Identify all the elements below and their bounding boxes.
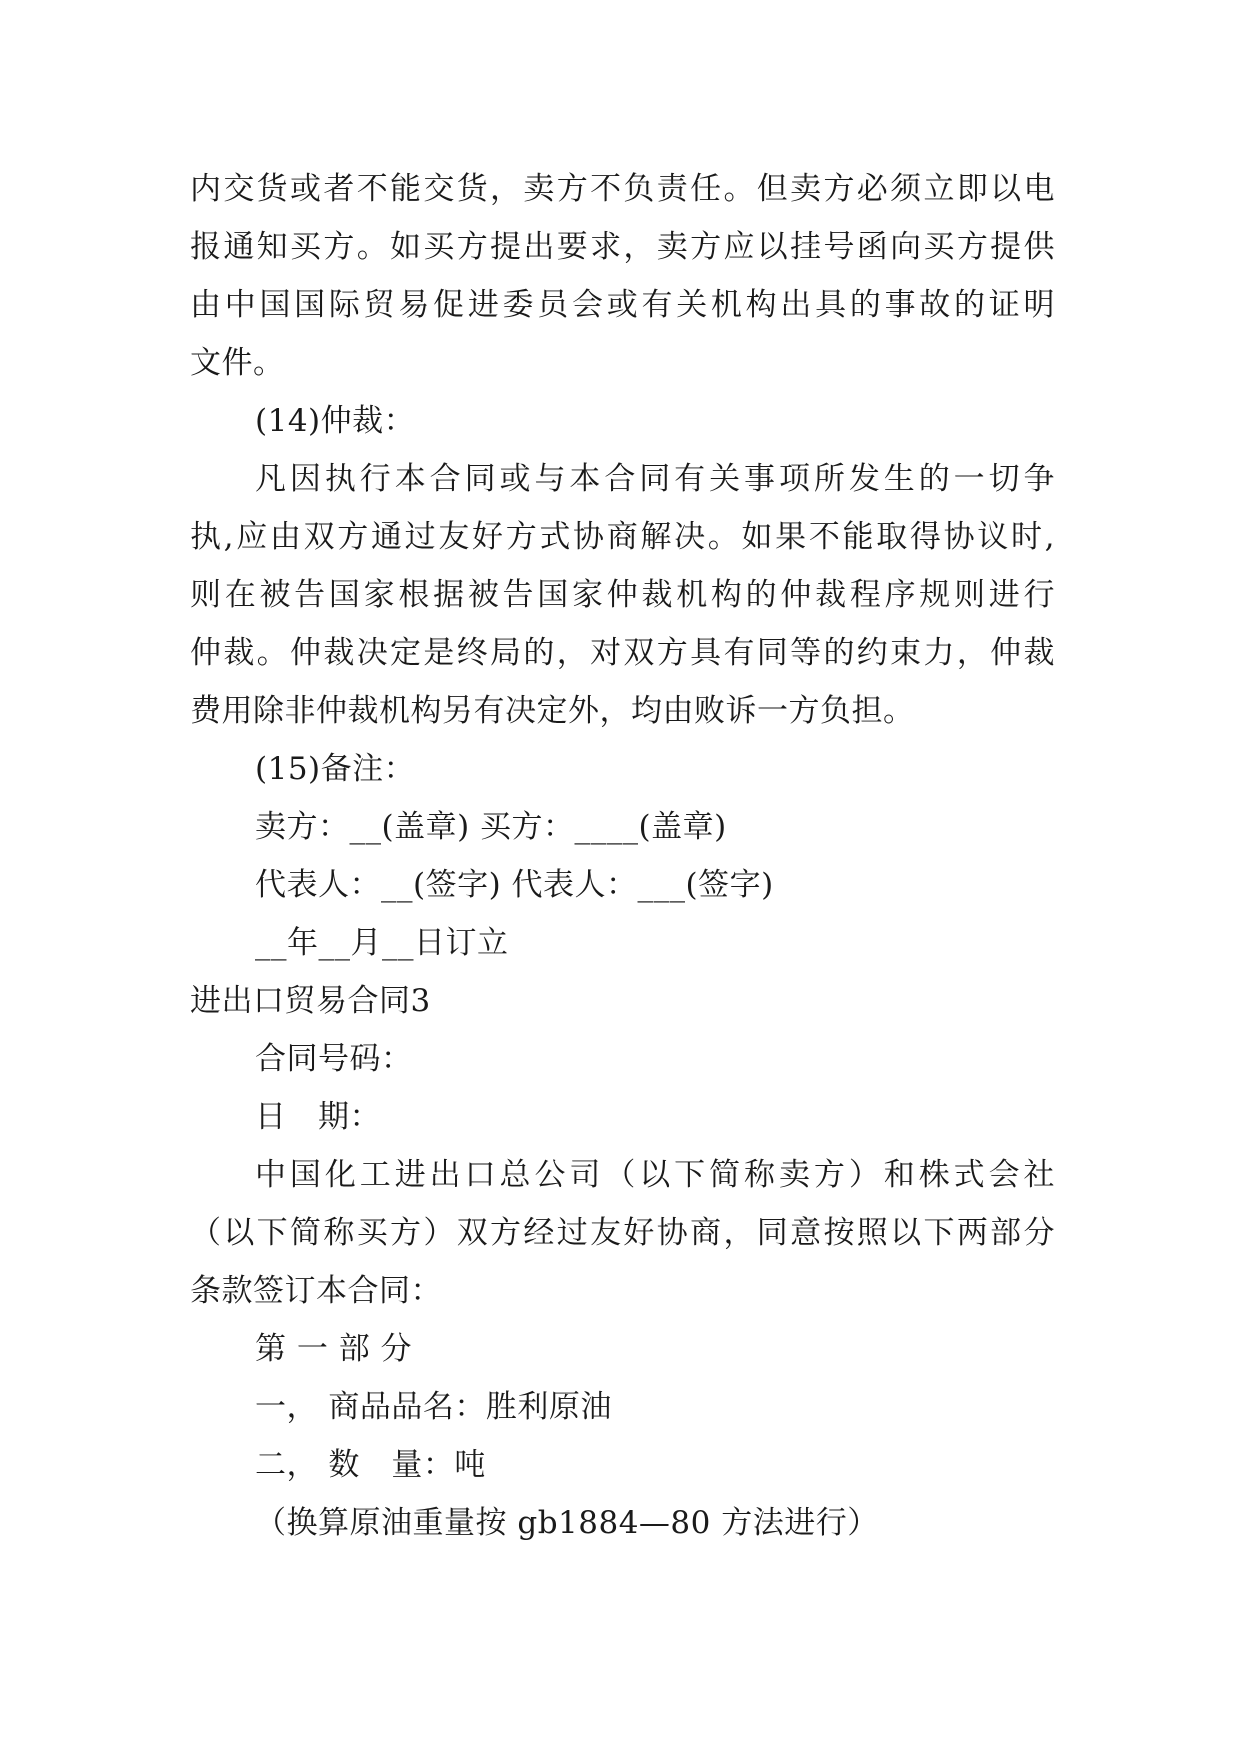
body-line: 条款签订本合同：: [190, 1273, 442, 1309]
contract-title: 进出口贸易合同3: [190, 983, 431, 1019]
body-line: 中国化工进出口总公司（以下简称卖方）和株式会社: [255, 1157, 1055, 1193]
clause-line: 一， 商品品名：胜利原油: [255, 1389, 612, 1425]
signature-line: 代表人：__(签字) 代表人：___(签字): [255, 867, 774, 903]
signature-line: 卖方：__(盖章) 买方：____(盖章): [255, 809, 727, 845]
contract-date-label: 日 期：: [255, 1099, 381, 1135]
contract-number-label: 合同号码：: [255, 1041, 413, 1077]
document-page: [190, 160, 1055, 1552]
section-heading: (14)仲裁：: [255, 403, 416, 439]
body-line: 报通知买方。如买方提出要求，卖方应以挂号函向买方提供: [190, 229, 1055, 265]
body-line: 执,应由双方通过友好方式协商解决。如果不能取得协议时,: [190, 519, 1055, 555]
date-line: __年__月__日订立: [255, 925, 509, 961]
body-line: 费用除非仲裁机构另有决定外，均由败诉一方负担。: [190, 693, 915, 729]
body-line: 内交货或者不能交货，卖方不负责任。但卖方必须立即以电: [190, 171, 1055, 207]
part-heading: 第 一 部 分: [255, 1331, 413, 1367]
section-heading: (15)备注：: [255, 751, 416, 787]
body-line: 文件。: [190, 345, 285, 381]
clause-note: （换算原油重量按 gb1884—80 方法进行）: [255, 1505, 879, 1541]
body-line: 则在被告国家根据被告国家仲裁机构的仲裁程序规则进行: [190, 577, 1055, 613]
body-line: （以下简称买方）双方经过友好协商，同意按照以下两部分: [190, 1215, 1055, 1251]
body-line: 由中国国际贸易促进委员会或有关机构出具的事故的证明: [190, 287, 1055, 323]
body-line: 仲裁。仲裁决定是终局的，对双方具有同等的约束力，仲裁: [190, 635, 1055, 671]
body-line: 凡因执行本合同或与本合同有关事项所发生的一切争: [255, 461, 1055, 497]
clause-line: 二， 数 量：吨: [255, 1447, 486, 1483]
